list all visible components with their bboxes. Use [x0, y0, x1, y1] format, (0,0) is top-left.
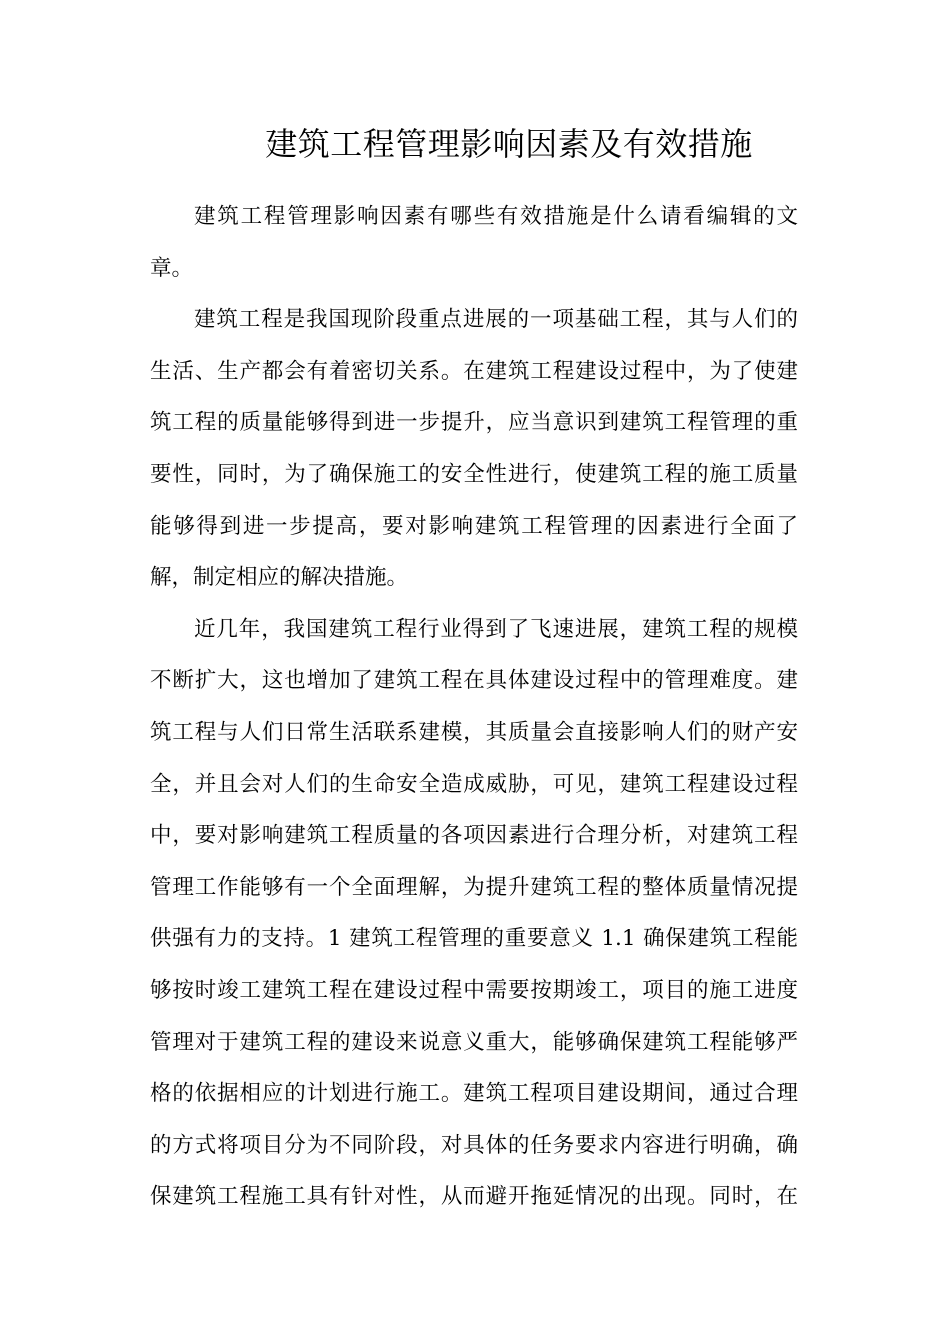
paragraph-3-line: 不断扩大，这也增加了建筑工程在具体建设过程中的管理难度。建: [150, 668, 798, 694]
paragraph-3-line: 管理对于建筑工程的建设来说意义重大，能够确保建筑工程能够严: [150, 1029, 798, 1055]
paragraph-2-line: 生活、生产都会有着密切关系。在建筑工程建设过程中，为了使建: [150, 358, 798, 384]
paragraph-2-line: 要性，同时，为了确保施工的安全性进行，使建筑工程的施工质量: [150, 461, 798, 487]
paragraph-2-line: 能够得到进一步提高，要对影响建筑工程管理的因素进行全面了: [150, 513, 798, 539]
paragraph-3-line: 近几年，我国建筑工程行业得到了飞速进展，建筑工程的规模: [194, 616, 798, 642]
paragraph-2-line: 解，制定相应的解决措施。: [150, 565, 409, 591]
paragraph-1-line: 建筑工程管理影响因素有哪些有效措施是什么请看编辑的文: [194, 204, 798, 229]
paragraph-3-line: 的方式将项目分为不同阶段，对具体的任务要求内容进行明确，确: [150, 1132, 798, 1158]
paragraph-3-line: 中，要对影响建筑工程质量的各项因素进行合理分析，对建筑工程: [150, 823, 798, 849]
paragraph-3-line: 管理工作能够有一个全面理解，为提升建筑工程的整体质量情况提: [150, 874, 798, 900]
document-title: 建筑工程管理影响因素及有效措施: [265, 125, 753, 163]
paragraph-3-line: 保建筑工程施工具有针对性，从而避开拖延情况的出现。同时，在: [150, 1184, 798, 1210]
paragraph-3-line: 格的依据相应的计划进行施工。建筑工程项目建设期间，通过合理: [150, 1081, 798, 1107]
paragraph-2-line: 筑工程的质量能够得到进一步提升，应当意识到建筑工程管理的重: [150, 410, 798, 436]
paragraph-3-line: 筑工程与人们日常生活联系建模，其质量会直接影响人们的财产安: [150, 719, 798, 745]
paragraph-1-line: 章。: [150, 255, 194, 281]
paragraph-3-line: 全，并且会对人们的生命安全造成威胁，可见，建筑工程建设过程: [150, 771, 798, 797]
paragraph-3-line: 够按时竣工建筑工程在建设过程中需要按期竣工，项目的施工进度: [150, 977, 798, 1003]
document-body: [150, 191, 798, 1223]
paragraph-3-line: 供强有力的支持。1 建筑工程管理的重要意义 1.1 确保建筑工程能: [150, 926, 798, 952]
paragraph-2-line: 建筑工程是我国现阶段重点进展的一项基础工程，其与人们的: [194, 307, 798, 333]
